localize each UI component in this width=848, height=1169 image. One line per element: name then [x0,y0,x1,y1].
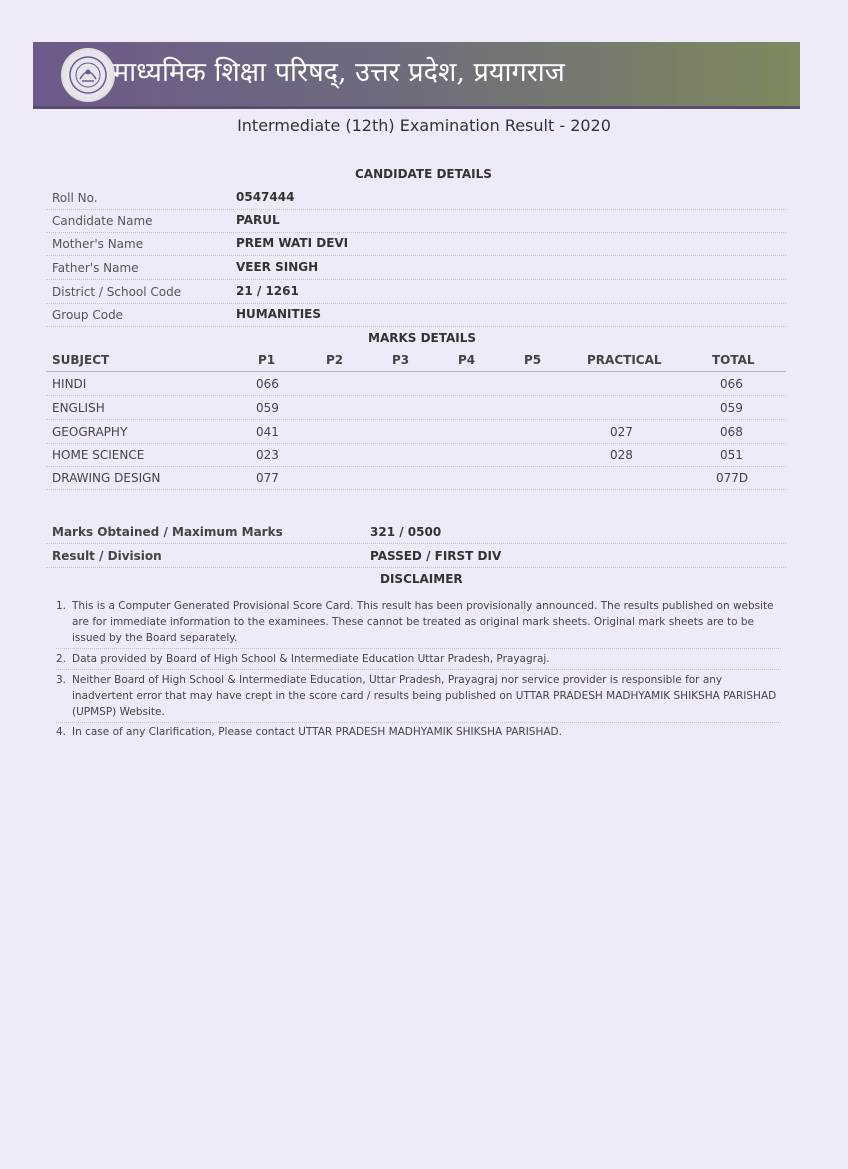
p1-cell: 077 [256,471,279,485]
total-cell: 077D [716,471,749,485]
total-cell: 051 [720,448,743,462]
practical-cell: 027 [610,425,633,439]
disclaimer-text: Data provided by Board of High School & Intermediate Education Uttar Pradesh, Prayagraj. [72,653,550,665]
result-division-value: PASSED / FIRST DIV [370,549,502,563]
field-label: Roll No. [52,191,98,205]
board-title-hindi: माध्यमिक शिक्षा परिषद्, उत्तर प्रदेश, प्रयागराज [113,57,565,88]
candidate-row-father-name [46,257,786,280]
disclaimer-number: 1. [56,600,67,612]
practical-cell: 028 [610,448,633,462]
field-label: Father's Name [52,261,139,275]
marks-header-row [46,349,786,372]
table-row [46,397,786,420]
field-value: PREM WATI DEVI [236,236,349,250]
result-division-label: Result / Division [52,549,162,563]
col-header-p3: P3 [392,353,410,367]
field-value: HUMANITIES [236,307,322,321]
field-label: Group Code [52,308,124,322]
exam-title: Intermediate (12th) Examination Result - 2020 [237,116,611,135]
table-row [46,373,786,396]
field-value: PARUL [236,213,280,227]
candidate-row-mother-name [46,233,786,256]
disclaimer-text: Neither Board of High School & Intermediate Education, Uttar Pradesh, Prayagraj nor service provider is responsible for any inadvertent error that may have crept in the score card / results being published on UTTAR PRADESH MADHYAMIK SHIKSHA PARISHAD (UPMSP) Website. [72,674,777,718]
disclaimer-item [56,672,781,723]
field-label: Mother's Name [52,237,144,251]
subject-cell: GEOGRAPHY [52,425,128,439]
candidate-row-group-code [46,304,786,327]
subject-cell: HOME SCIENCE [52,448,145,462]
col-header-p1: P1 [258,353,276,367]
candidate-row-district-school [46,281,786,304]
disclaimer-text: This is a Computer Generated Provisional Score Card. This result has been provisionally announced. The results published on website are for immediate information to the examinees. These cannot be treated as original mark sheets. Original mark sheets are to be issued by the Board separately. [72,600,774,644]
candidate-details-heading: CANDIDATE DETAILS [355,167,492,181]
p1-cell: 023 [256,448,279,462]
marks-obtained-value: 321 / 0500 [370,525,442,539]
total-cell: 059 [720,401,743,415]
subject-cell: DRAWING DESIGN [52,471,161,485]
table-row [46,444,786,467]
field-value: 0547444 [236,190,295,204]
p1-cell: 041 [256,425,279,439]
col-header-p5: P5 [524,353,542,367]
col-header-practical: PRACTICAL [587,353,662,367]
col-header-p4: P4 [458,353,476,367]
field-label: District / School Code [52,285,182,299]
col-header-total: TOTAL [712,353,755,367]
disclaimer-item [56,651,781,670]
col-header-p2: P2 [326,353,344,367]
col-header-subject: SUBJECT [52,353,110,367]
total-cell: 066 [720,377,743,391]
field-label: Candidate Name [52,214,153,228]
field-value: VEER SINGH [236,260,319,274]
field-value: 21 / 1261 [236,284,299,298]
candidate-row-roll-no [46,187,786,210]
subject-cell: HINDI [52,377,87,391]
marks-details-heading: MARKS DETAILS [368,331,477,345]
marks-obtained-label: Marks Obtained / Maximum Marks [52,525,283,539]
table-row [46,467,786,490]
p1-cell: 059 [256,401,279,415]
disclaimer-number: 4. [56,726,67,738]
disclaimer-number: 3. [56,674,67,686]
emblem-icon [68,55,108,95]
candidate-row-name [46,210,786,233]
subject-cell: ENGLISH [52,401,105,415]
disclaimer-item [56,598,781,649]
board-logo-emblem [61,48,115,102]
disclaimer-heading: DISCLAIMER [380,572,463,586]
table-row [46,421,786,444]
board-banner [33,42,800,109]
p1-cell: 066 [256,377,279,391]
marks-obtained-row [46,521,786,544]
disclaimer-text: In case of any Clarification, Please contact UTTAR PRADESH MADHYAMIK SHIKSHA PARISHAD. [72,726,562,738]
result-division-row [46,545,786,568]
total-cell: 068 [720,425,743,439]
disclaimer-number: 2. [56,653,67,665]
disclaimer-item [56,724,781,742]
